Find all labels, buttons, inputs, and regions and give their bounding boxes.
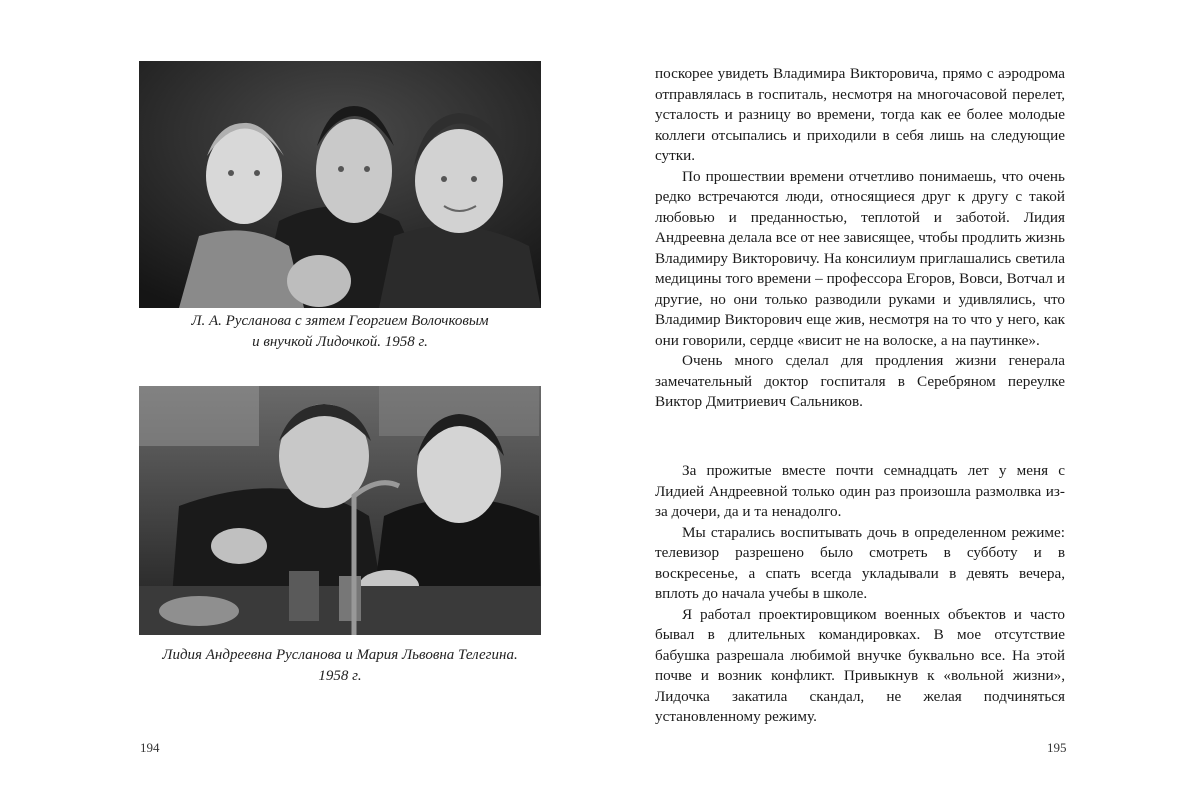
text-block-2 — [655, 461, 1065, 728]
photo2-caption — [120, 645, 560, 687]
paragraph: Очень много сделал для продления жизни генерала замечательный доктор госпиталя в Серебряном переулке Виктор Дмитриевич Сальников. — [655, 352, 1065, 410]
paragraph: поскорее увидеть Владимира Викторовича, прямо с аэродрома отправлялась в госпиталь, несмотря на многочасовой перелет, усталость и разницу во времени, тогда как ее более молодые коллеги отсыпались и приходили в себя лишь на следующие сутки. — [655, 65, 1065, 164]
photo1-caption — [120, 311, 560, 353]
right-page — [600, 0, 1200, 800]
photo-family-portrait — [139, 61, 541, 308]
page-number-left: 194 — [140, 740, 160, 755]
paragraph: Мы старались воспитывать дочь в определенном режиме: телевизор разрешено было смотреть в субботу и в воскресенье, а спать всегда укладывали в девять вечера, вплоть до начала учебы в школе. — [655, 523, 1065, 602]
caption-line: 1958 г. — [318, 668, 362, 684]
caption-line: Лидия Андреевна Русланова и Мария Львовна Телегина. — [162, 647, 518, 663]
page-number-right: 195 — [1047, 740, 1067, 755]
paragraph: По прошествии времени отчетливо понимаешь, что очень редко встречаются люди, относящиеся друг к другу с такой любовью и преданностью, теплотой и заботой. Лидия Андреевна делала все от нее зависящее, чтобы продлить жизнь Владимиру Викторовичу. На консилиум приглашались светила медицины того времени – профессора Егоров, Вовси, Вотчал и другие, но они только разводили руками и удивлялись, что Владимир Викторович еще жив, несмотря на то что у него, как они говорили, сердце «висит не на волоске, а на паутинке». — [655, 167, 1065, 349]
paragraph: За прожитые вместе почти семнадцать лет у меня с Лидией Андреевной только один раз произошла размолвка из-за дочери, да и та ненадолго. — [655, 462, 1065, 520]
paragraph: Я работал проектировщиком военных объектов и часто бывал в длительных командировках. В мое отсутствие бабушка разрешала любимой внучке буквально все. На этой почве и возник конфликт. Привыкнув к «вольной жизни», Лидочка закатила скандал, не желая подчиняться установленному режиму. — [655, 605, 1065, 725]
caption-line: Л. А. Русланова с зятем Георгием Волочковым — [191, 313, 489, 329]
caption-line: и внучкой Лидочкой. 1958 г. — [252, 334, 428, 350]
text-block-1 — [655, 64, 1065, 413]
photo-two-women-at-table — [139, 386, 541, 635]
